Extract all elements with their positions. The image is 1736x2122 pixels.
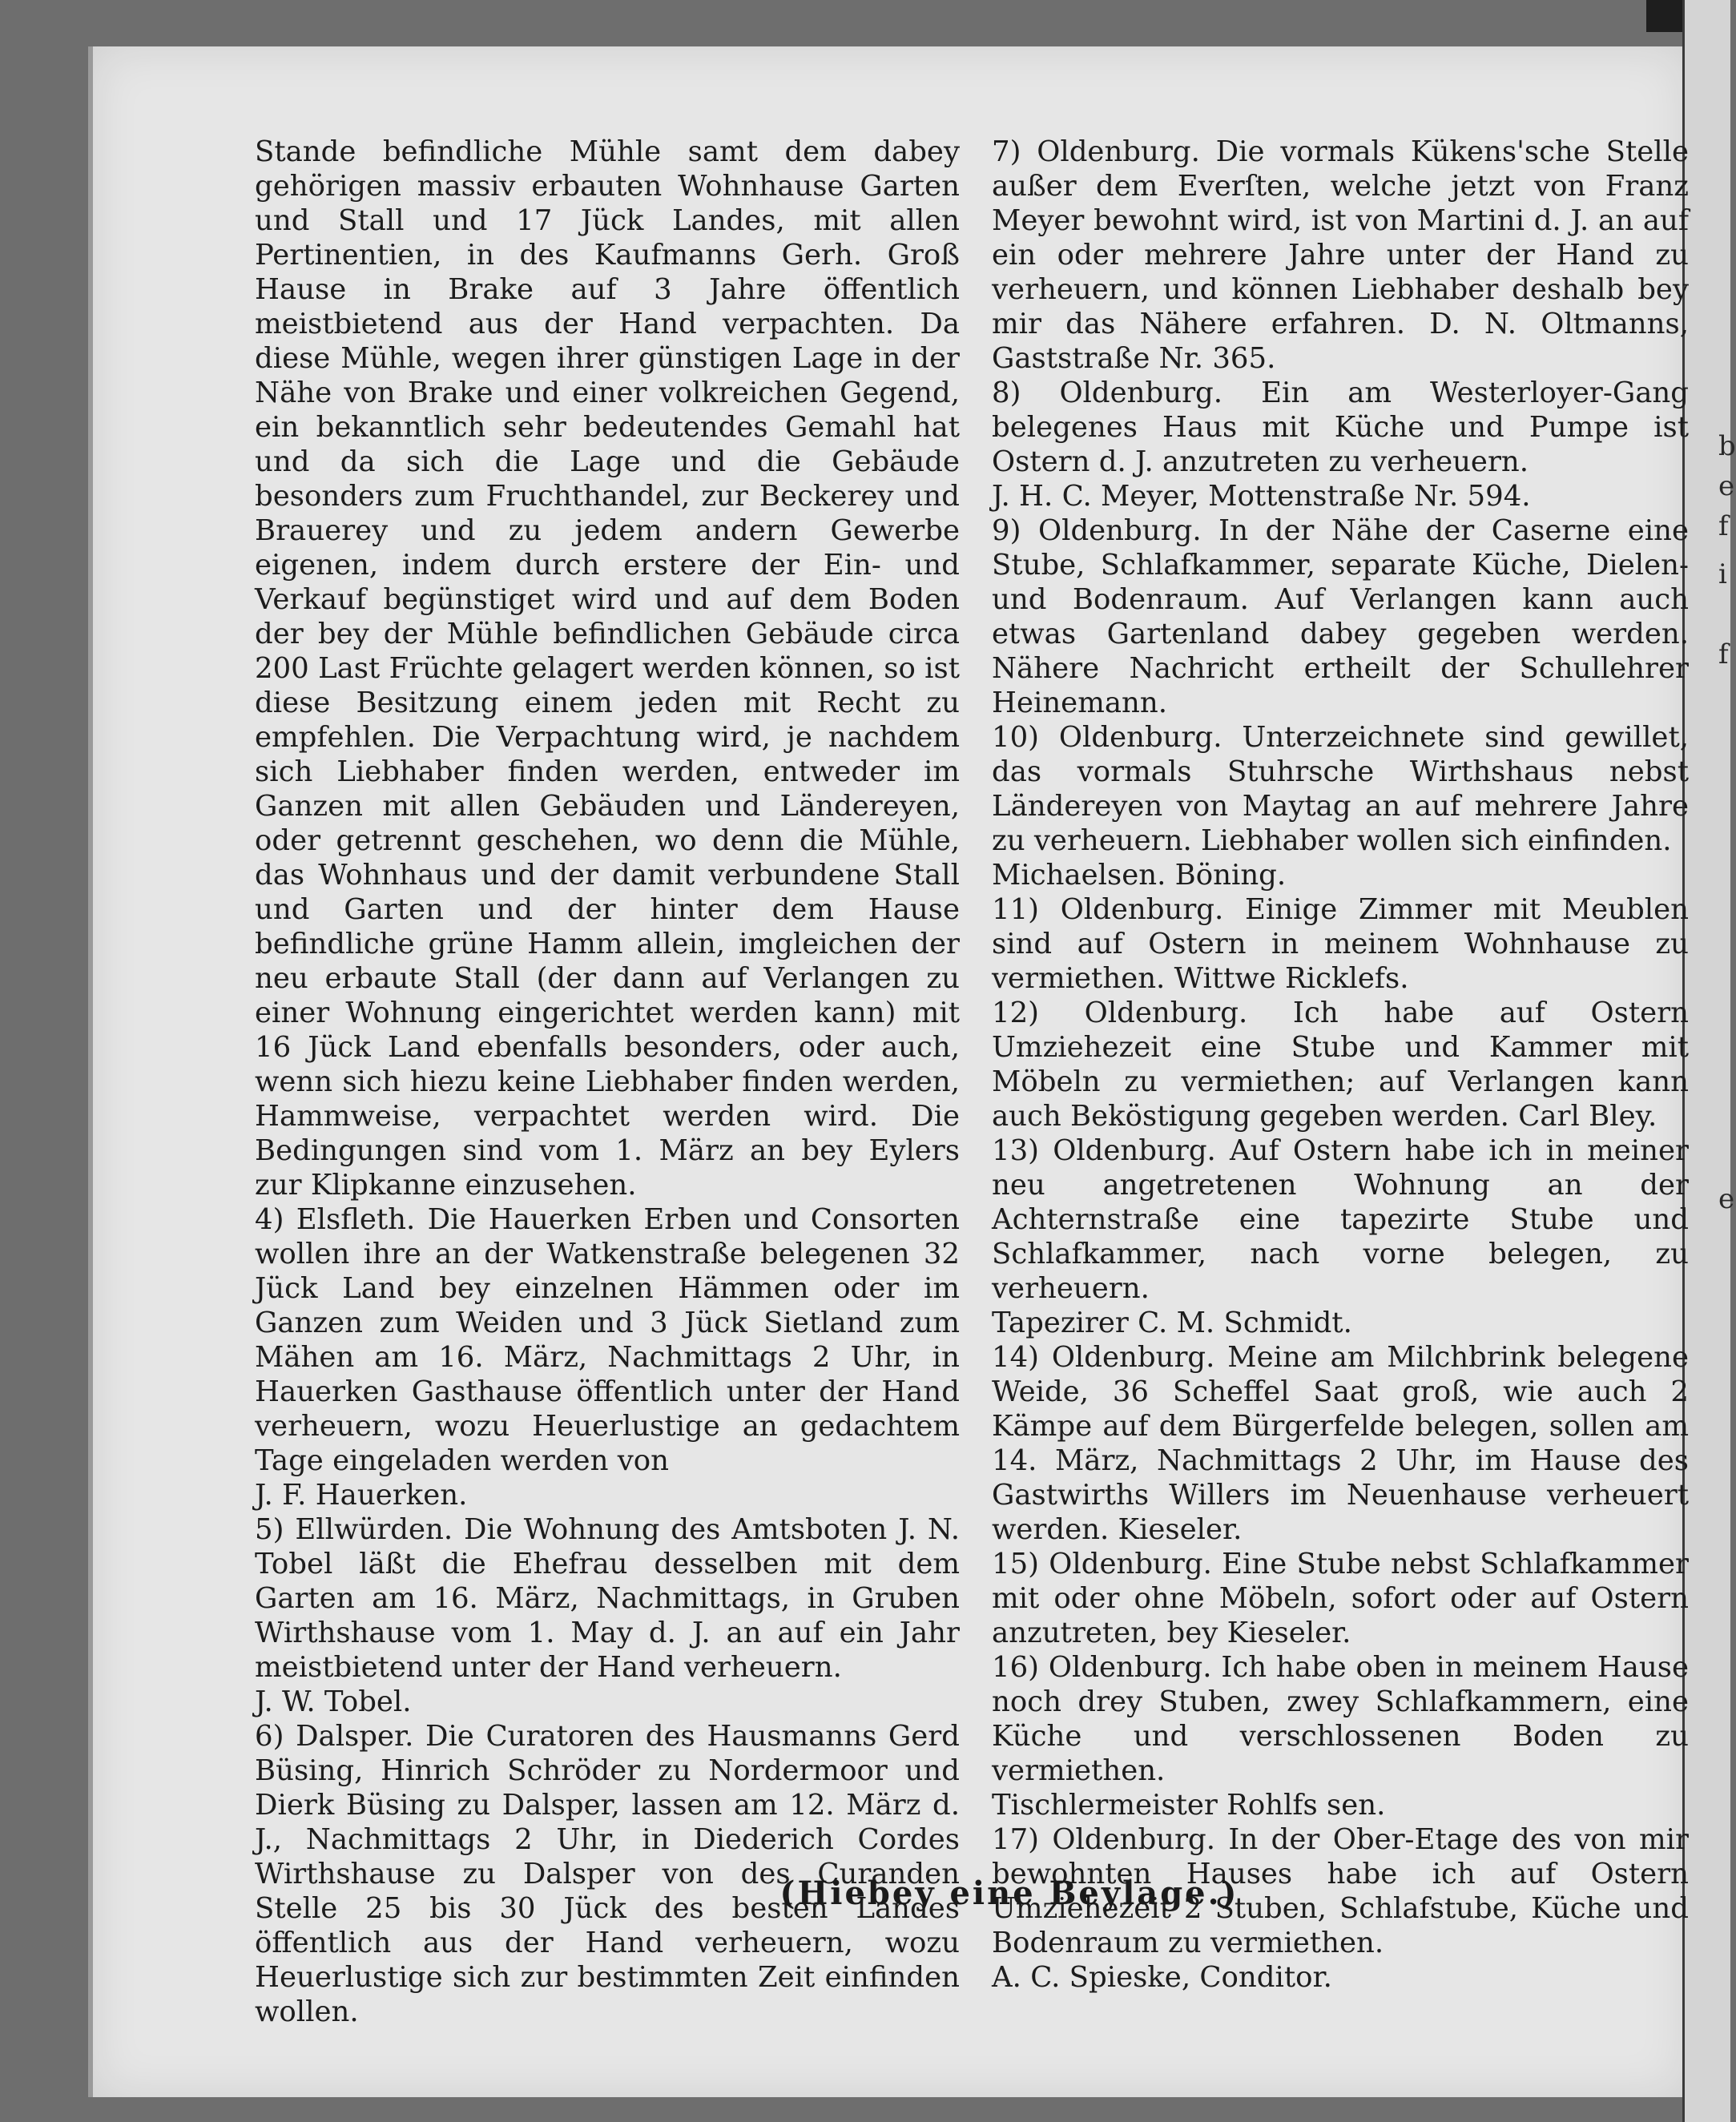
- notice-13-oldenburg: 13) Oldenburg. Auf Ostern habe ich in meiner neu angetretenen Wohnung an der Achternstraße eine tapezirte Stube und Schlafkammer, nach vorne belegen, zu verheuern.: [992, 1134, 1689, 1305]
- adjacent-page-edge: [1682, 0, 1736, 2122]
- edge-fragment: e: [1718, 1183, 1735, 1215]
- left-column: [255, 135, 960, 2029]
- notice-11-oldenburg: 11) Oldenburg. Einige Zimmer mit Meublen sind auf Ostern in meinem Wohnhause zu vermiethen. Wittwe Ricklefs.: [992, 893, 1689, 995]
- signature-meyer: J. H. C. Meyer, Mottenstraße Nr. 594.: [992, 480, 1531, 513]
- notice-8-oldenburg: 8) Oldenburg. Ein am Westerloyer-Gang belegenes Haus mit Küche und Pumpe ist Ostern d. J. anzutreten zu verheuern.: [992, 376, 1689, 478]
- signature-spieske: A. C. Spieske, Conditor.: [992, 1961, 1332, 1994]
- notice-5-ellwuerden: 5) Ellwürden. Die Wohnung des Amtsboten J. N. Tobel läßt die Ehefrau desselben mit dem Garten am 16. März, Nachmittags, in Gruben Wirthshause vom 1. May d. J. an auf ein Jahr meistbietend unter der Hand verheuern.: [255, 1513, 960, 1684]
- notice-9-oldenburg: 9) Oldenburg. In der Nähe der Caserne eine Stube, Schlafkammer, separate Küche, Dielen- und Bodenraum. Auf Verlangen kann auch etwas Gartenland dabey gegeben werden. Nähere Nachricht ertheilt der Schullehrer Heinemann.: [992, 514, 1689, 719]
- edge-fragment: b: [1718, 430, 1736, 462]
- signature-rohlfs: Tischlermeister Rohlfs sen.: [992, 1789, 1386, 1822]
- right-column: [992, 135, 1689, 1995]
- notice-3-continued: Stande befindliche Mühle samt dem dabey gehörigen massiv erbauten Wohnhause Garten und Stall und 17 Jück Landes, mit allen Pertinentien, in des Kaufmanns Gerh. Groß Hause in Brake auf 3 Jahre öffentlich meistbietend aus der Hand verpachten. Da diese Mühle, wegen ihrer günstigen Lage in der Nähe von Brake und einer volkreichen Gegend, ein bekanntlich sehr bedeutendes Gemahl hat und da sich die Lage und die Gebäude besonders zum Fruchthandel, zur Beckerey und Brauerey und zu jedem andern Gewerbe eigenen, indem durch erstere der Ein- und Verkauf begünstiget wird und auf dem Boden der bey der Mühle befindlichen Gebäude circa 200 Last Früchte gelagert werden können, so ist diese Besitzung einem jeden mit Recht zu empfehlen. Die Verpachtung wird, je nachdem sich Liebhaber finden werden, entweder im Ganzen mit allen Gebäuden und Ländereyen, oder getrennt geschehen, wo denn die Mühle, das Wohnhaus und der damit verbundene Stall und Garten und der hinter dem Hause befindliche grüne Hamm allein, imgleichen der neu erbaute Stall (der dann auf Verlangen zu einer Wohnung eingerichtet werden kann) mit 16 Jück Land ebenfalls besonders, oder auch, wenn sich hiezu keine Liebhaber finden werden, Hammweise, verpachtet werden wird. Die Bedingungen sind vom 1. März an bey Eylers zur Klipkanne einzusehen.: [255, 135, 960, 1202]
- edge-fragment: f: [1718, 638, 1729, 670]
- notice-16-oldenburg: 16) Oldenburg. Ich habe oben in meinem Hause noch drey Stuben, zwey Schlafkammern, eine Küche und verschlossenen Boden zu vermiethen.: [992, 1651, 1689, 1787]
- signature-tobel: J. W. Tobel.: [255, 1685, 412, 1718]
- notice-14-oldenburg: 14) Oldenburg. Meine am Milchbrink belegene Weide, 36 Scheffel Saat groß, wie auch 2 Kämpe auf dem Bürgerfelde belegen, sollen am 14. März, Nachmittags 2 Uhr, im Hause des Gastwirths Willers im Neuenhause verheuert werden. Kieseler.: [992, 1341, 1689, 1546]
- edge-fragment: f: [1718, 510, 1729, 542]
- signature-schmidt: Tapezirer C. M. Schmidt.: [992, 1307, 1352, 1339]
- signature-hauerken: J. F. Hauerken.: [255, 1479, 468, 1512]
- edge-fragment: e: [1718, 470, 1735, 502]
- supplement-note: (Hiebey eine Beylage.): [779, 1874, 1239, 1912]
- edge-fragment: i: [1718, 558, 1727, 590]
- notice-7-oldenburg: 7) Oldenburg. Die vormals Kükens'sche Stelle außer dem Everſten, welche jetzt von Franz Meyer bewohnt wird, ist von Martini d. J. an auf ein oder mehrere Jahre unter der Hand zu verheuern, und können Liebhaber deshalb bey mir das Nähere erfahren. D. N. Oltmanns, Gaststraße Nr. 365.: [992, 135, 1689, 375]
- notice-4-elsfleth: 4) Elsfleth. Die Hauerken Erben und Consorten wollen ihre an der Watkenstraße belegenen 32 Jück Land bey einzelnen Hämmen oder im Ganzen zum Weiden und 3 Jück Sietland zum Mähen am 16. März, Nachmittags 2 Uhr, in Hauerken Gasthause öffentlich unter der Hand verheuern, wozu Heuerlustige an gedachtem Tage eingeladen werden von: [255, 1203, 960, 1477]
- notice-17-oldenburg: 17) Oldenburg. In der Ober-Etage des von mir bewohnten Hauses habe ich auf Ostern Umziehezeit 2 Stuben, Schlafstube, Küche und Bodenraum zu vermiethen.: [992, 1823, 1689, 1959]
- notice-10-oldenburg: 10) Oldenburg. Unterzeichnete sind gewillet, das vormals Stuhrsche Wirthshaus nebst Ländereyen von Maytag an auf mehrere Jahre zu verheuern. Liebhaber wollen sich einfinden.: [992, 721, 1689, 857]
- notice-6-dalsper: 6) Dalsper. Die Curatoren des Hausmanns Gerd Büsing, Hinrich Schröder zu Nordermoor und Dierk Büsing zu Dalsper, lassen am 12. März d. J., Nachmittags 2 Uhr, in Diederich Cordes Wirthshause zu Dalsper von des Curanden Stelle 25 bis 30 Jück des besten Landes öffentlich aus der Hand verheuern, wozu Heuerlustige sich zur bestimmten Zeit einfinden wollen.: [255, 1720, 960, 2028]
- signature-michaelsen-boening: Michaelsen. Böning.: [992, 859, 1287, 892]
- notice-15-oldenburg: 15) Oldenburg. Eine Stube nebst Schlafkammer mit oder ohne Möbeln, sofort oder auf Ostern anzutreten, bey Kieseler.: [992, 1548, 1689, 1649]
- notice-12-oldenburg: 12) Oldenburg. Ich habe auf Ostern Umziehezeit eine Stube und Kammer mit Möbeln zu vermiethen; auf Verlangen kann auch Beköstigung gegeben werden. Carl Bley.: [992, 997, 1689, 1133]
